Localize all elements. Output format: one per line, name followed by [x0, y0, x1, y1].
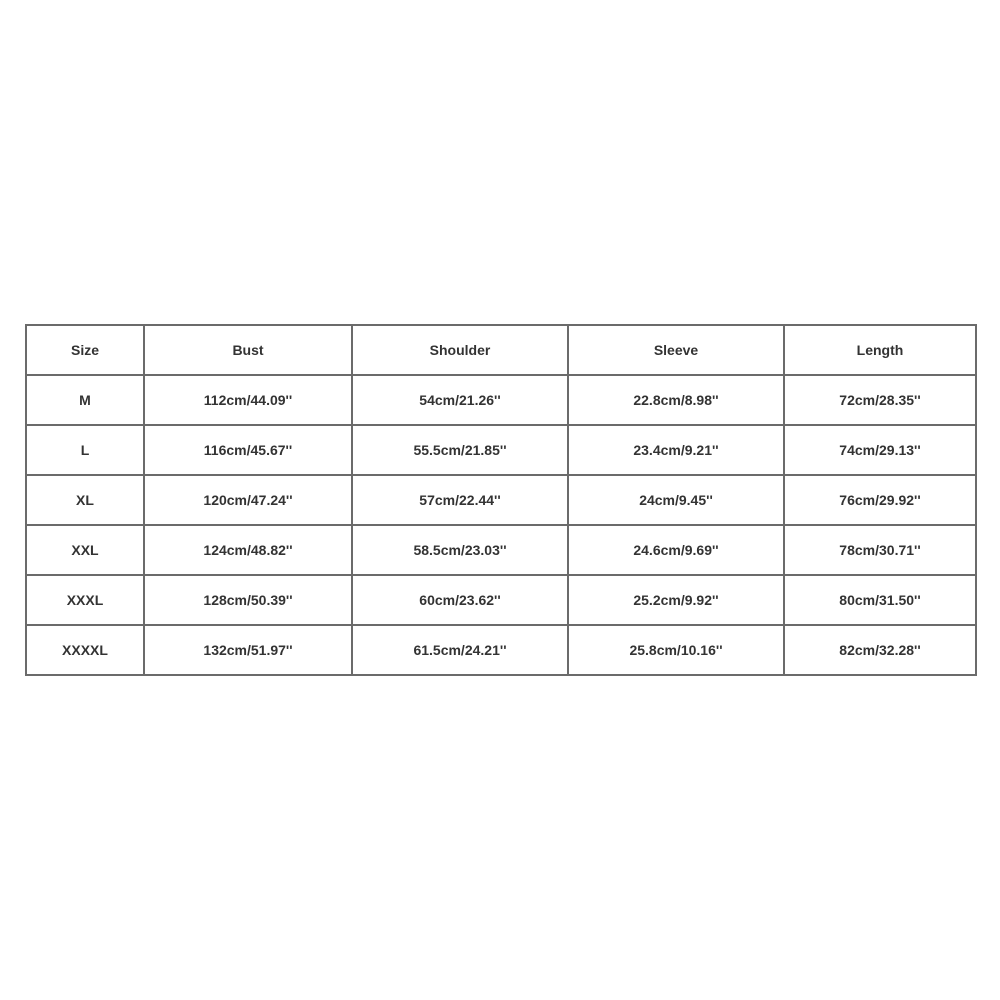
table-header-row	[26, 325, 976, 375]
cell-length: 74cm/29.13''	[784, 425, 976, 475]
cell-size: XXL	[26, 525, 144, 575]
cell-length: 72cm/28.35''	[784, 375, 976, 425]
cell-length: 82cm/32.28''	[784, 625, 976, 675]
header-sleeve: Sleeve	[568, 325, 784, 375]
table-row	[26, 375, 976, 425]
cell-sleeve: 25.8cm/10.16''	[568, 625, 784, 675]
cell-bust: 120cm/47.24''	[144, 475, 352, 525]
cell-shoulder: 61.5cm/24.21''	[352, 625, 568, 675]
cell-length: 78cm/30.71''	[784, 525, 976, 575]
cell-bust: 124cm/48.82''	[144, 525, 352, 575]
cell-size: XL	[26, 475, 144, 525]
cell-bust: 128cm/50.39''	[144, 575, 352, 625]
cell-shoulder: 58.5cm/23.03''	[352, 525, 568, 575]
cell-shoulder: 60cm/23.62''	[352, 575, 568, 625]
cell-size: XXXL	[26, 575, 144, 625]
cell-sleeve: 25.2cm/9.92''	[568, 575, 784, 625]
cell-length: 80cm/31.50''	[784, 575, 976, 625]
table-row	[26, 525, 976, 575]
cell-size: M	[26, 375, 144, 425]
header-size: Size	[26, 325, 144, 375]
cell-sleeve: 22.8cm/8.98''	[568, 375, 784, 425]
cell-shoulder: 57cm/22.44''	[352, 475, 568, 525]
table-row	[26, 475, 976, 525]
cell-sleeve: 24cm/9.45''	[568, 475, 784, 525]
cell-size: XXXXL	[26, 625, 144, 675]
cell-size: L	[26, 425, 144, 475]
cell-sleeve: 24.6cm/9.69''	[568, 525, 784, 575]
table-row	[26, 625, 976, 675]
cell-shoulder: 55.5cm/21.85''	[352, 425, 568, 475]
header-bust: Bust	[144, 325, 352, 375]
cell-bust: 116cm/45.67''	[144, 425, 352, 475]
cell-sleeve: 23.4cm/9.21''	[568, 425, 784, 475]
cell-bust: 112cm/44.09''	[144, 375, 352, 425]
table-row	[26, 425, 976, 475]
cell-shoulder: 54cm/21.26''	[352, 375, 568, 425]
table-row	[26, 575, 976, 625]
size-chart-table	[25, 324, 977, 676]
cell-length: 76cm/29.92''	[784, 475, 976, 525]
header-length: Length	[784, 325, 976, 375]
header-shoulder: Shoulder	[352, 325, 568, 375]
cell-bust: 132cm/51.97''	[144, 625, 352, 675]
